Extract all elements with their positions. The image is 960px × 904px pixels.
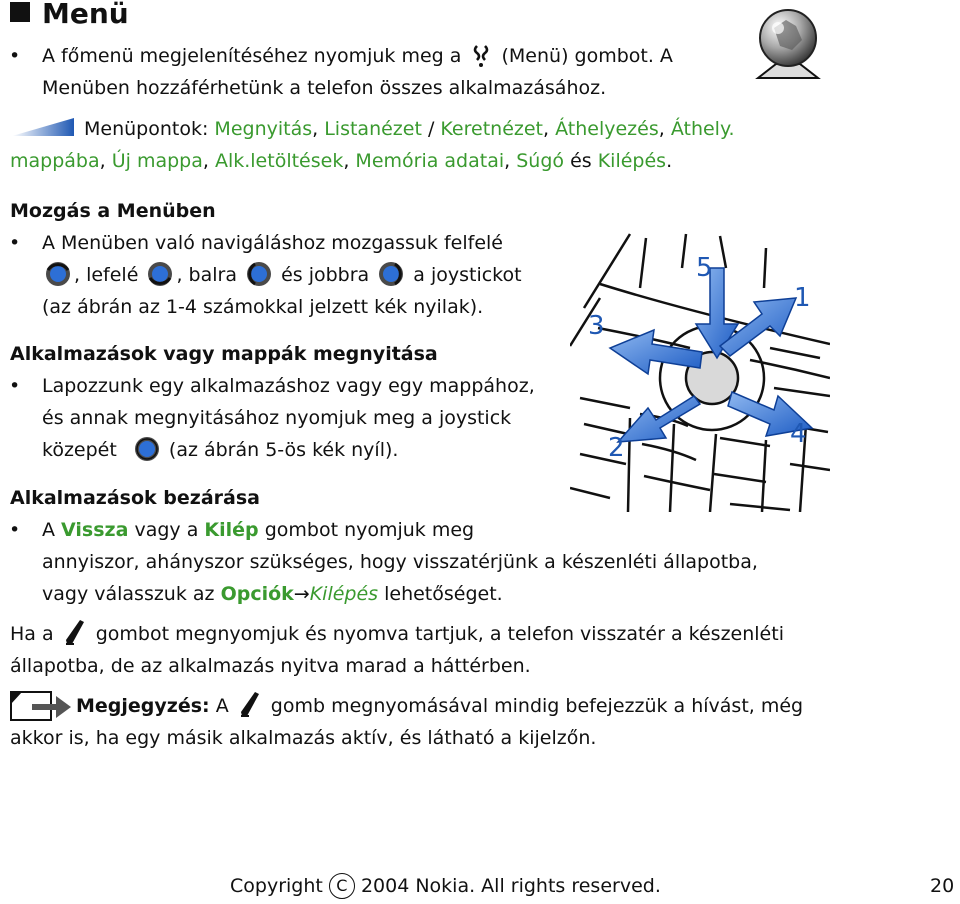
hold-text: gombot megnyomjuk és nyomva tartjuk, a telefon visszatér a készenléti [95,623,784,645]
arrow-label-1: 1 [794,283,811,313]
close-text: lehetőséget. [384,583,503,605]
note-line-2: akkor is, ha egy másik alkalmazás aktív, és látható a kijelzőn. [10,727,597,749]
close-text: vagy a [134,519,199,541]
close-text: gombot nyomjuk meg [264,519,475,541]
option-item: Kilépés [597,150,667,172]
option-item: Memória adatai [355,150,505,172]
open-line-3 [42,434,398,466]
open-line-1: Lapozzunk egy alkalmazáshoz vagy egy mappához, [42,375,535,397]
conjunction: és [570,150,592,172]
nav-line-2 [42,259,522,291]
joystick-diagram [570,228,830,512]
open-line-2: és annak megnyitásához nyomjuk meg a joystick [42,407,512,429]
nav-text: és jobbra [281,264,370,286]
period: . [666,150,673,172]
end-key-icon [239,690,261,718]
separator: , [99,150,106,172]
hold-text: Ha a [10,623,54,645]
menu-app-icon [752,6,824,80]
option-item: Alk.letöltések [214,150,344,172]
page-title: Menü [42,0,129,30]
end-key-icon [64,618,86,646]
option-item: Áthelyezés [555,118,659,140]
option-item: Súgó [516,150,565,172]
separator: , [312,118,319,140]
title-square-icon [10,2,30,22]
arrow-label-4: 4 [790,419,807,449]
pointer-icon [12,118,74,136]
arrow-symbol: → [293,583,310,605]
section-heading-close: Alkalmazások bezárása [10,487,260,509]
option-item-split: Áthely. [670,118,735,140]
nav-text: , lefelé [74,264,139,286]
copyright-label: Copyright [230,875,323,897]
arrow-label-3: 3 [588,311,605,341]
nav-line-3: (az ábrán az 1-4 számokkal jelzett kék nyilak). [42,296,484,318]
options-line-2 [10,145,672,177]
joystick-up-icon [44,260,72,288]
note-label: Megjegyzés: [76,695,210,717]
bullet: • [9,45,21,67]
close-text: A [42,519,55,541]
nav-line-1: A Menüben való navigáláshoz mozgassuk felfelé [42,232,503,254]
section-heading-open: Alkalmazások vagy mappák megnyitása [10,343,438,365]
bullet: • [9,232,21,254]
close-text: vagy válasszuk az [42,583,215,605]
copyright-symbol: C [329,873,355,899]
arrow-label-2: 2 [608,433,625,463]
exit-softkey-label: Kilép [204,519,259,541]
open-text: (az ábrán 5-ös kék nyíl). [168,439,399,461]
note-text: gomb megnyomásával mindig befejezzük a hívást, még [270,695,804,717]
back-softkey-label: Vissza [61,519,129,541]
close-line-1 [42,514,474,546]
separator: , [504,150,511,172]
arrow-label-5: 5 [696,253,713,283]
close-line-2: annyiszor, ahányszor szükséges, hogy visszatérjünk a készenléti állapotba, [42,551,758,573]
separator: , [543,118,550,140]
section-heading-navigation: Mozgás a Menüben [10,200,216,222]
option-item: Új mappa [111,150,203,172]
footer-copyright [230,870,661,902]
option-item-split-end: mappába [10,150,100,172]
separator: / [427,118,435,140]
intro-line-1 [42,40,673,72]
option-item: Keretnézet [440,118,544,140]
copyright-text: 2004 Nokia. All rights reserved. [360,875,661,897]
note-line-1 [76,690,803,722]
menu-key-icon [469,41,493,69]
options-line-1 [84,113,735,145]
hold-line-2: állapotba, de az alkalmazás nyitva marad a háttérben. [10,655,531,677]
intro-text-2: (Menü) gombot. A [501,45,673,67]
joystick-left-icon [245,260,273,288]
intro-text: A főmenü megjelenítéséhez nyomjuk meg a [42,45,462,67]
nav-text: a joystickot [413,264,522,286]
options-prefix: Menüpontok: [84,118,209,140]
joystick-down-icon [146,260,174,288]
separator: , [202,150,209,172]
separator: , [343,150,350,172]
page-number: 20 [930,875,955,897]
open-text: közepét [42,439,117,461]
exit-option-label: Kilépés [309,583,379,605]
bullet: • [9,519,21,541]
option-item: Megnyitás [214,118,313,140]
option-item: Listanézet [324,118,422,140]
hold-line-1 [10,618,784,650]
bullet: • [9,375,21,397]
intro-line-2: Menüben hozzáférhetünk a telefon összes alkalmazásához. [42,77,607,99]
note-text: A [215,695,229,717]
joystick-right-icon [377,260,405,288]
note-icon [10,690,72,724]
nav-text: , balra [176,264,237,286]
separator: , [658,118,665,140]
options-label: Opciók [220,583,294,605]
page-header [10,0,129,33]
close-line-3 [42,578,503,610]
joystick-center-icon [133,435,161,463]
